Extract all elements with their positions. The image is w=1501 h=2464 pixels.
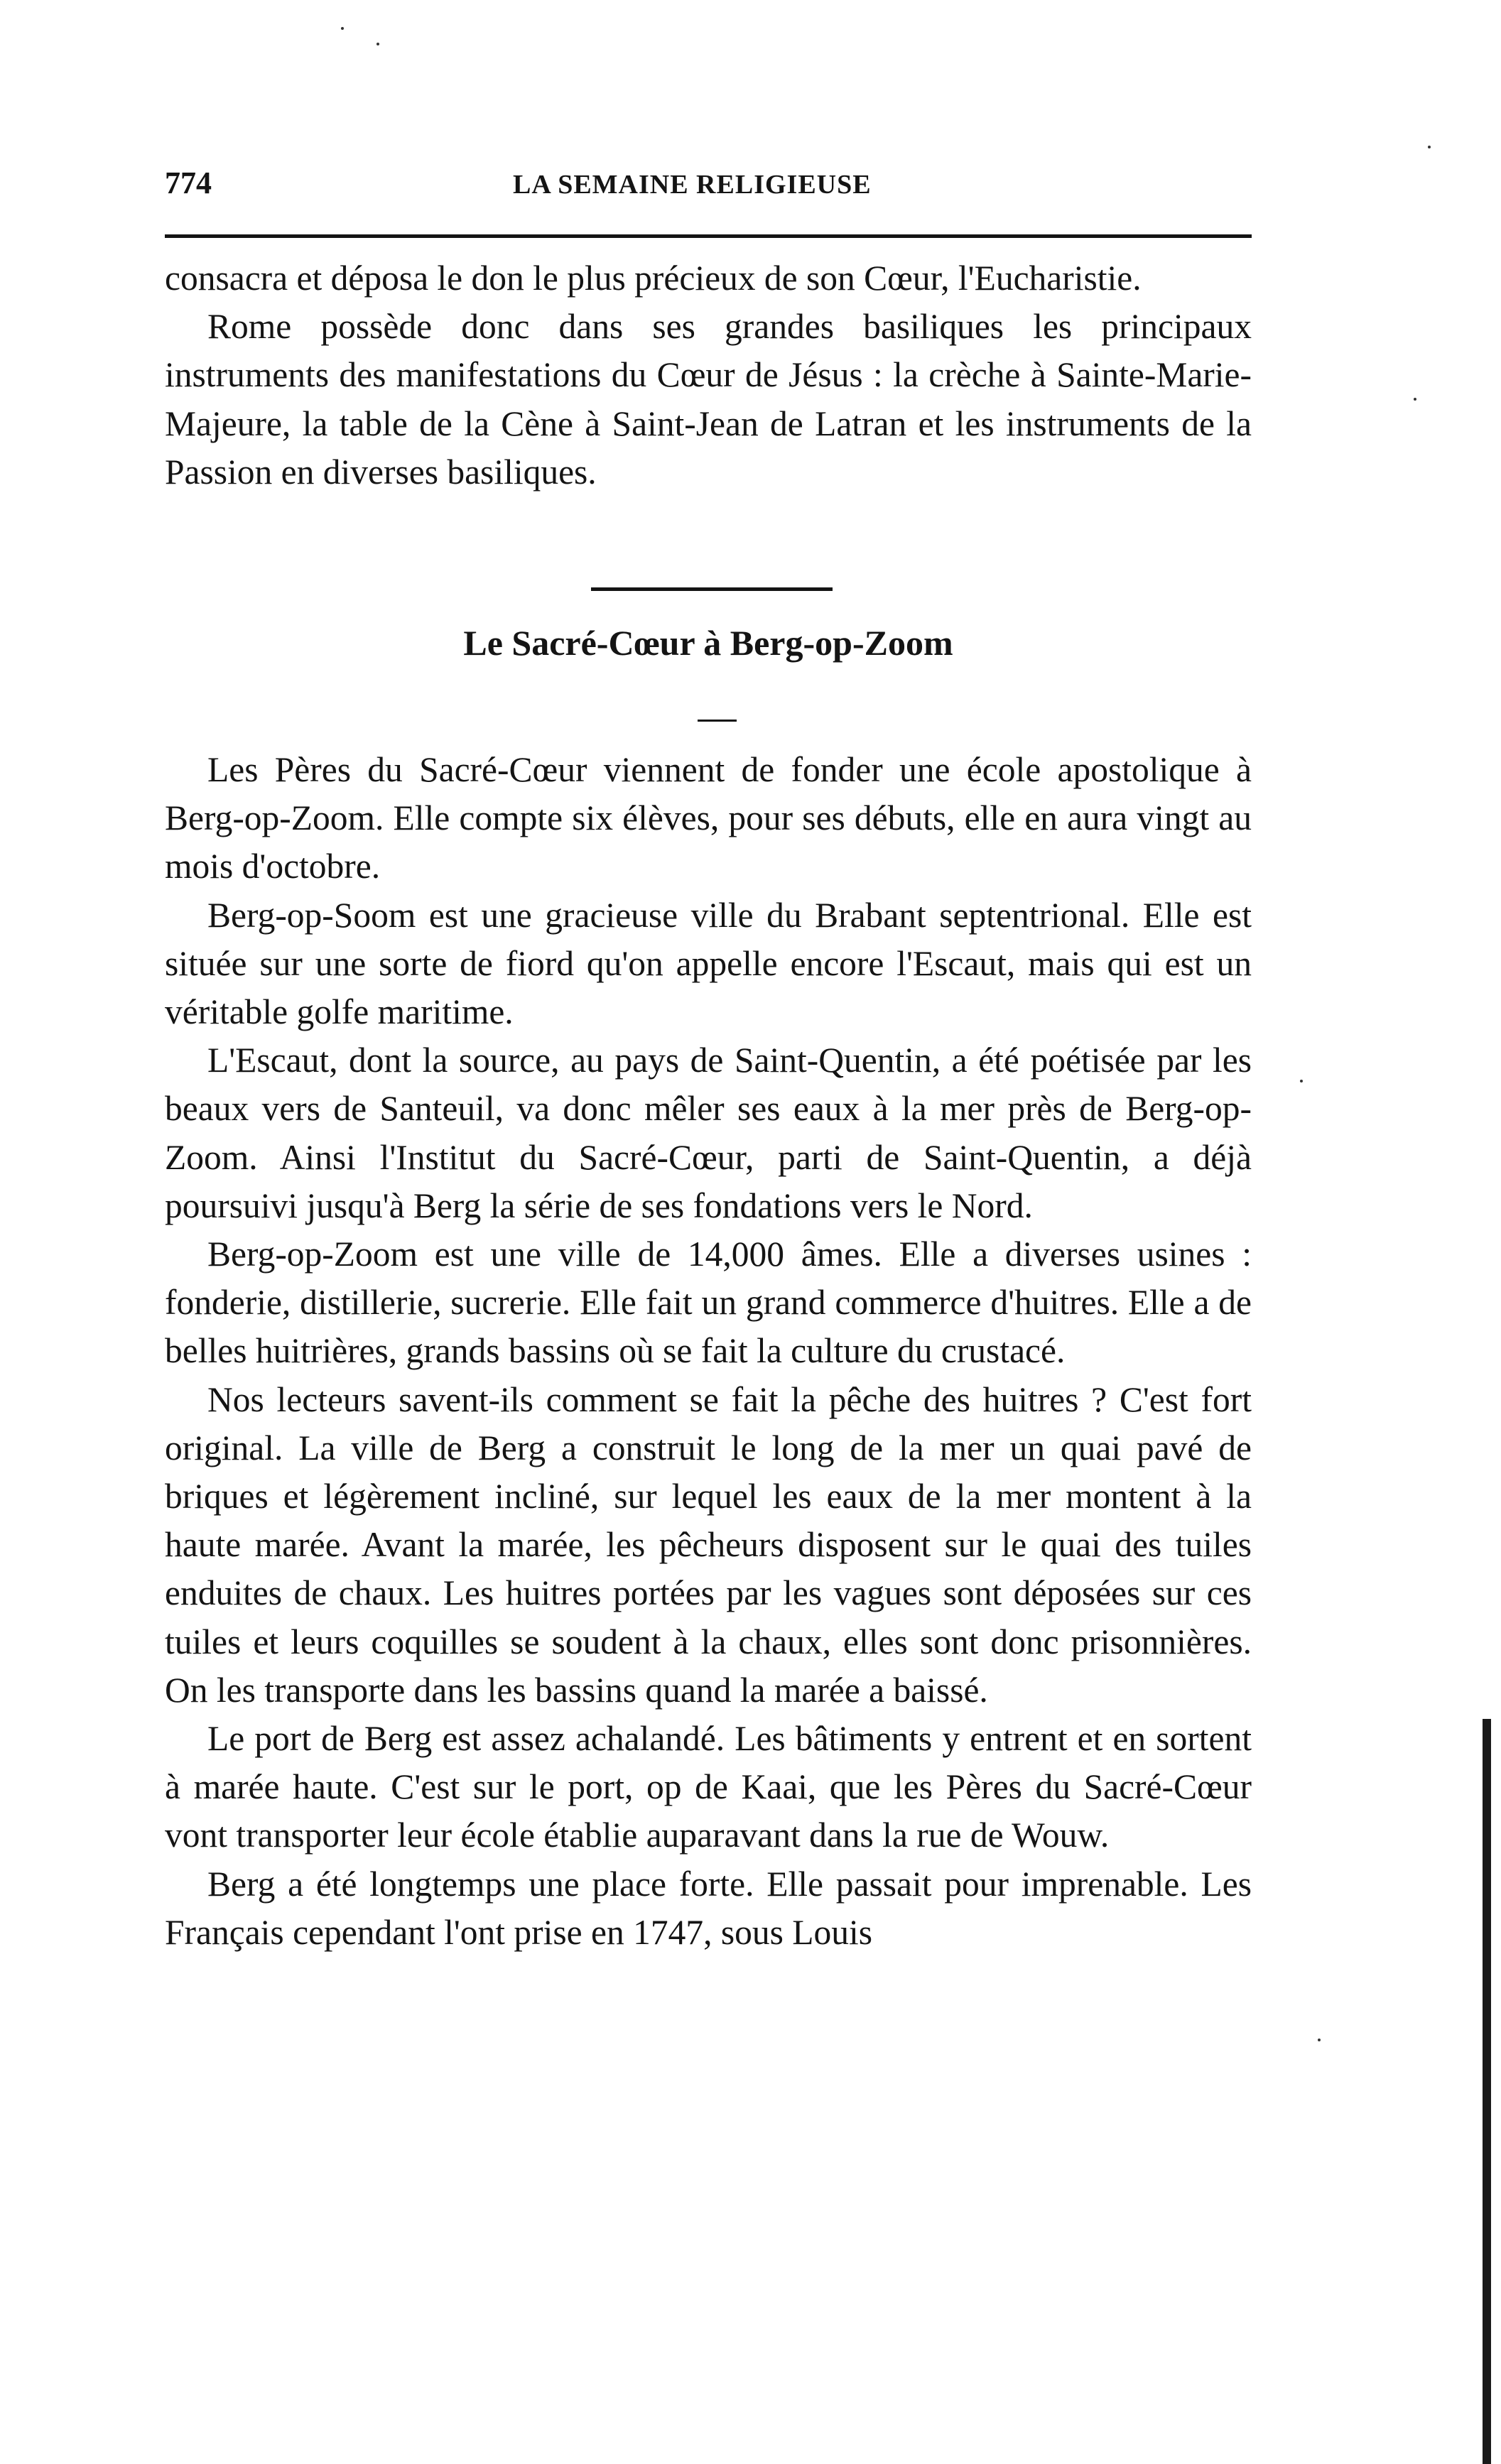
scan-speck [1318,2039,1321,2041]
page-header [165,165,1252,207]
scan-speck [376,43,379,45]
paragraph: consacra et déposa le don le plus précieux de son Cœur, l'Eucharistie. [165,259,1142,298]
running-title: LA SEMAINE RELIGIEUSE [513,170,872,200]
text-block-before-section [165,254,1252,496]
paragraph: Nos lecteurs savent-ils comment se fait la pêche des huitres ? C'est fort original. La ville de Berg a construit le long de la mer un quai pavé de briques et légèrement incliné, sur lequel les eaux de la mer montent à la haute marée. Avant la marée, les pêcheurs disposent sur le quai des tuiles enduites de chaux. Les huitres portées par les vagues sont déposées sur ces tuiles et leurs coquilles se soudent à la chaux, elles sont donc prisonnières. On les transporte dans les bassins quand la marée a baissé. [165,1379,1252,1710]
scan-border-edge [1483,1719,1491,2464]
paragraph: Berg-op-Soom est une gracieuse ville du Brabant septentrional. Elle est située sur une sorte de fiord qu'on appelle encore l'Escaut, mais qui est un véritable golfe maritime. [165,895,1252,1032]
scan-speck [1414,398,1416,401]
section-divider-rule [591,587,833,591]
paragraph: Le port de Berg est assez achalandé. Les bâtiments y entrent et en sortent à marée haute. C'est sur le port, op de Kaai, que les Pères du Sacré-Cœur vont transporter leur école établie auparavant dans la rue de Wouw. [165,1719,1252,1855]
scan-speck [1300,1080,1303,1082]
scan-speck [1428,146,1431,148]
text-block-after-section [165,746,1252,1957]
section-title: Le Sacré-Cœur à Berg-op-Zoom [463,623,953,663]
header-rule [165,234,1252,238]
page-number: 774 [165,165,212,200]
paragraph: Rome possède donc dans ses grandes basiliques les principaux instruments des manifestations du Cœur de Jésus : la crèche à Sainte-Marie-Majeure, la table de la Cène à Saint-Jean de Latran et les instruments de la Passion en diverses basiliques. [165,307,1252,492]
paragraph: L'Escaut, dont la source, au pays de Saint-Quentin, a été poétisée par les beaux vers de Santeuil, va donc mêler ses eaux à la mer près de Berg-op-Zoom. Ainsi l'Institut du Sacré-Cœur, parti de Saint-Quentin, a déjà poursuivi jusqu'à Berg la série de ses fondations vers le Nord. [165,1041,1252,1225]
paragraph: Berg-op-Zoom est une ville de 14,000 âmes. Elle a diverses usines : fonderie, distillerie, sucrerie. Elle fait un grand commerce d'huitres. Elle a de belles huitrières, grands bassins où se fait la culture du crustacé. [165,1234,1252,1371]
scan-speck [341,27,344,30]
paragraph: Les Pères du Sacré-Cœur viennent de fonder une école apostolique à Berg-op-Zoom. Elle compte six élèves, pour ses débuts, elle en aura vingt au mois d'octobre. [165,750,1252,886]
paragraph: Berg a été longtemps une place forte. Elle passait pour imprenable. Les Français cependant l'ont prise en 1747, sous Louis [165,1864,1252,1952]
title-dash [698,720,737,722]
